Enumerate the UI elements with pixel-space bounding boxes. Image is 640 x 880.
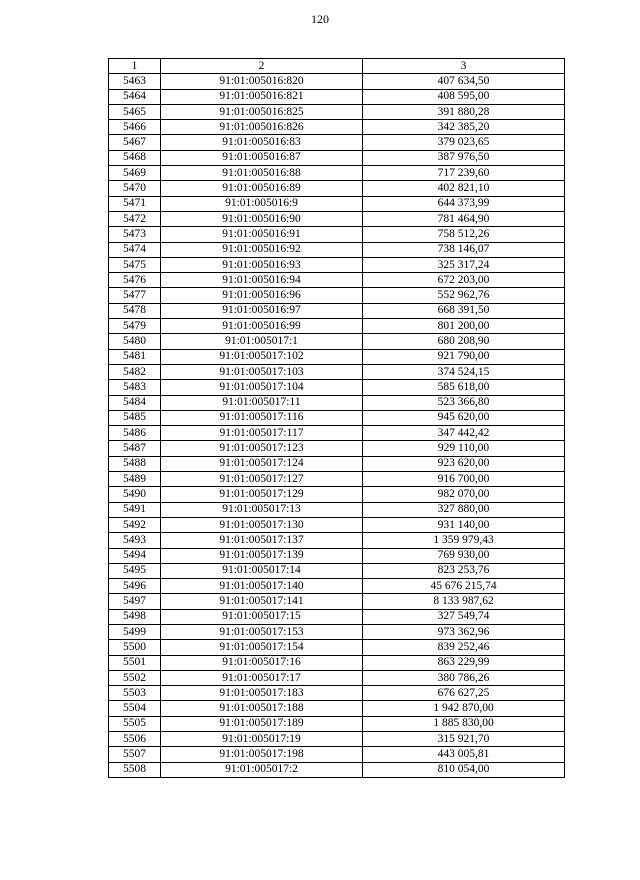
table-row — [109, 166, 565, 181]
cadastral-number-cell: 91:01:005017:15 — [161, 609, 363, 624]
cadastral-number-cell: 91:01:005017:104 — [161, 380, 363, 395]
table-row — [109, 441, 565, 456]
table-row — [109, 624, 565, 639]
row-number-cell: 5507 — [109, 747, 161, 762]
cadastral-number-cell: 91:01:005016:825 — [161, 104, 363, 119]
table-row — [109, 319, 565, 334]
row-number-cell: 5488 — [109, 456, 161, 471]
cadastral-number-cell: 91:01:005016:97 — [161, 303, 363, 318]
value-cell: 1 359 979,43 — [363, 533, 565, 548]
row-number-cell: 5508 — [109, 762, 161, 777]
table-row — [109, 227, 565, 242]
column-header-1: 1 — [109, 59, 161, 74]
cadastral-number-cell: 91:01:005017:140 — [161, 579, 363, 594]
table-row — [109, 502, 565, 517]
cadastral-value-table — [108, 58, 565, 778]
table-row — [109, 273, 565, 288]
cadastral-number-cell: 91:01:005016:89 — [161, 181, 363, 196]
row-number-cell: 5474 — [109, 242, 161, 257]
cadastral-number-cell: 91:01:005017:129 — [161, 487, 363, 502]
row-number-cell: 5501 — [109, 655, 161, 670]
value-cell: 769 930,00 — [363, 548, 565, 563]
value-cell: 929 110,00 — [363, 441, 565, 456]
value-cell: 758 512,26 — [363, 227, 565, 242]
row-number-cell: 5470 — [109, 181, 161, 196]
value-cell: 823 253,76 — [363, 563, 565, 578]
value-cell: 923 620,00 — [363, 456, 565, 471]
value-cell: 315 921,70 — [363, 732, 565, 747]
table-row — [109, 472, 565, 487]
table-row — [109, 517, 565, 532]
cadastral-number-cell: 91:01:005016:91 — [161, 227, 363, 242]
value-cell: 523 366,80 — [363, 395, 565, 410]
table-row — [109, 395, 565, 410]
row-number-cell: 5506 — [109, 732, 161, 747]
cadastral-number-cell: 91:01:005017:130 — [161, 517, 363, 532]
cadastral-number-cell: 91:01:005017:139 — [161, 548, 363, 563]
cadastral-number-cell: 91:01:005017:19 — [161, 732, 363, 747]
table-row — [109, 89, 565, 104]
value-cell: 863 229,99 — [363, 655, 565, 670]
table-row — [109, 74, 565, 89]
cadastral-number-cell: 91:01:005016:99 — [161, 319, 363, 334]
row-number-cell: 5485 — [109, 410, 161, 425]
row-number-cell: 5473 — [109, 227, 161, 242]
value-cell: 717 239,60 — [363, 166, 565, 181]
row-number-cell: 5495 — [109, 563, 161, 578]
row-number-cell: 5492 — [109, 517, 161, 532]
value-cell: 672 203,00 — [363, 273, 565, 288]
cadastral-number-cell: 91:01:005017:116 — [161, 410, 363, 425]
table-row — [109, 380, 565, 395]
value-cell: 342 385,20 — [363, 120, 565, 135]
row-number-cell: 5500 — [109, 640, 161, 655]
cadastral-number-cell: 91:01:005016:92 — [161, 242, 363, 257]
row-number-cell: 5490 — [109, 487, 161, 502]
value-cell: 839 252,46 — [363, 640, 565, 655]
table-row — [109, 487, 565, 502]
table-row — [109, 196, 565, 211]
row-number-cell: 5486 — [109, 426, 161, 441]
row-number-cell: 5497 — [109, 594, 161, 609]
value-cell: 982 070,00 — [363, 487, 565, 502]
row-number-cell: 5489 — [109, 472, 161, 487]
value-cell: 1 942 870,00 — [363, 701, 565, 716]
table-header — [109, 59, 565, 74]
cadastral-number-cell: 91:01:005017:137 — [161, 533, 363, 548]
cadastral-number-cell: 91:01:005017:1 — [161, 334, 363, 349]
row-number-cell: 5478 — [109, 303, 161, 318]
table-row — [109, 747, 565, 762]
row-number-cell: 5466 — [109, 120, 161, 135]
row-number-cell: 5481 — [109, 349, 161, 364]
cadastral-number-cell: 91:01:005017:11 — [161, 395, 363, 410]
row-number-cell: 5498 — [109, 609, 161, 624]
table-row — [109, 242, 565, 257]
value-cell: 810 054,00 — [363, 762, 565, 777]
cadastral-number-cell: 91:01:005016:9 — [161, 196, 363, 211]
value-cell: 931 140,00 — [363, 517, 565, 532]
cadastral-number-cell: 91:01:005017:17 — [161, 670, 363, 685]
cadastral-number-cell: 91:01:005017:198 — [161, 747, 363, 762]
cadastral-number-cell: 91:01:005016:87 — [161, 150, 363, 165]
table-body — [109, 74, 565, 778]
row-number-cell: 5475 — [109, 257, 161, 272]
cadastral-number-cell: 91:01:005017:2 — [161, 762, 363, 777]
cadastral-number-cell: 91:01:005017:13 — [161, 502, 363, 517]
row-number-cell: 5487 — [109, 441, 161, 456]
cadastral-number-cell: 91:01:005017:117 — [161, 426, 363, 441]
row-number-cell: 5465 — [109, 104, 161, 119]
row-number-cell: 5472 — [109, 211, 161, 226]
cadastral-number-cell: 91:01:005016:821 — [161, 89, 363, 104]
row-number-cell: 5496 — [109, 579, 161, 594]
table-row — [109, 104, 565, 119]
value-cell: 374 524,15 — [363, 364, 565, 379]
value-cell: 668 391,50 — [363, 303, 565, 318]
table-row — [109, 211, 565, 226]
column-header-2: 2 — [161, 59, 363, 74]
cadastral-number-cell: 91:01:005017:16 — [161, 655, 363, 670]
row-number-cell: 5468 — [109, 150, 161, 165]
row-number-cell: 5469 — [109, 166, 161, 181]
cadastral-number-cell: 91:01:005017:188 — [161, 701, 363, 716]
table-row — [109, 410, 565, 425]
cadastral-number-cell: 91:01:005016:88 — [161, 166, 363, 181]
value-cell: 973 362,96 — [363, 624, 565, 639]
table-row — [109, 181, 565, 196]
value-cell: 347 442,42 — [363, 426, 565, 441]
cadastral-number-cell: 91:01:005017:154 — [161, 640, 363, 655]
table-row — [109, 120, 565, 135]
table-row — [109, 334, 565, 349]
row-number-cell: 5463 — [109, 74, 161, 89]
value-cell: 676 627,25 — [363, 686, 565, 701]
cadastral-number-cell: 91:01:005017:123 — [161, 441, 363, 456]
table-row — [109, 548, 565, 563]
row-number-cell: 5483 — [109, 380, 161, 395]
table-row — [109, 579, 565, 594]
row-number-cell: 5505 — [109, 716, 161, 731]
value-cell: 325 317,24 — [363, 257, 565, 272]
cadastral-number-cell: 91:01:005017:189 — [161, 716, 363, 731]
value-cell: 408 595,00 — [363, 89, 565, 104]
value-cell: 552 962,76 — [363, 288, 565, 303]
value-cell: 801 200,00 — [363, 319, 565, 334]
value-cell: 379 023,65 — [363, 135, 565, 150]
value-cell: 1 885 830,00 — [363, 716, 565, 731]
value-cell: 443 005,81 — [363, 747, 565, 762]
cadastral-number-cell: 91:01:005017:141 — [161, 594, 363, 609]
table-row — [109, 640, 565, 655]
value-cell: 921 790,00 — [363, 349, 565, 364]
cadastral-number-cell: 91:01:005016:96 — [161, 288, 363, 303]
row-number-cell: 5479 — [109, 319, 161, 334]
value-cell: 45 676 215,74 — [363, 579, 565, 594]
value-cell: 327 880,00 — [363, 502, 565, 517]
row-number-cell: 5476 — [109, 273, 161, 288]
table-row — [109, 670, 565, 685]
table-row — [109, 303, 565, 318]
row-number-cell: 5484 — [109, 395, 161, 410]
cadastral-number-cell: 91:01:005016:826 — [161, 120, 363, 135]
value-cell: 738 146,07 — [363, 242, 565, 257]
value-cell: 8 133 987,62 — [363, 594, 565, 609]
value-cell: 327 549,74 — [363, 609, 565, 624]
row-number-cell: 5482 — [109, 364, 161, 379]
table-row — [109, 563, 565, 578]
table-row — [109, 609, 565, 624]
row-number-cell: 5491 — [109, 502, 161, 517]
table-row — [109, 655, 565, 670]
cadastral-number-cell: 91:01:005017:183 — [161, 686, 363, 701]
table-row — [109, 150, 565, 165]
cadastral-number-cell: 91:01:005017:103 — [161, 364, 363, 379]
value-cell: 945 620,00 — [363, 410, 565, 425]
row-number-cell: 5464 — [109, 89, 161, 104]
cadastral-number-cell: 91:01:005017:14 — [161, 563, 363, 578]
cadastral-number-cell: 91:01:005016:820 — [161, 74, 363, 89]
table-row — [109, 456, 565, 471]
cadastral-number-cell: 91:01:005016:90 — [161, 211, 363, 226]
table-row — [109, 349, 565, 364]
row-number-cell: 5471 — [109, 196, 161, 211]
row-number-cell: 5499 — [109, 624, 161, 639]
row-number-cell: 5502 — [109, 670, 161, 685]
value-cell: 387 976,50 — [363, 150, 565, 165]
value-cell: 585 618,00 — [363, 380, 565, 395]
table-row — [109, 762, 565, 777]
table-row — [109, 533, 565, 548]
table-row — [109, 594, 565, 609]
value-cell: 781 464,90 — [363, 211, 565, 226]
cadastral-number-cell: 91:01:005017:102 — [161, 349, 363, 364]
value-cell: 680 208,90 — [363, 334, 565, 349]
cadastral-number-cell: 91:01:005017:127 — [161, 472, 363, 487]
table-row — [109, 716, 565, 731]
row-number-cell: 5504 — [109, 701, 161, 716]
row-number-cell: 5467 — [109, 135, 161, 150]
row-number-cell: 5477 — [109, 288, 161, 303]
cadastral-number-cell: 91:01:005016:93 — [161, 257, 363, 272]
column-header-3: 3 — [363, 59, 565, 74]
table-row — [109, 364, 565, 379]
table-row — [109, 686, 565, 701]
table-row — [109, 135, 565, 150]
row-number-cell: 5493 — [109, 533, 161, 548]
value-cell: 402 821,10 — [363, 181, 565, 196]
cadastral-number-cell: 91:01:005016:83 — [161, 135, 363, 150]
value-cell: 391 880,28 — [363, 104, 565, 119]
table-row — [109, 701, 565, 716]
value-cell: 407 634,50 — [363, 74, 565, 89]
cadastral-number-cell: 91:01:005017:124 — [161, 456, 363, 471]
row-number-cell: 5480 — [109, 334, 161, 349]
table-row — [109, 732, 565, 747]
value-cell: 916 700,00 — [363, 472, 565, 487]
row-number-cell: 5503 — [109, 686, 161, 701]
cadastral-number-cell: 91:01:005016:94 — [161, 273, 363, 288]
table-row — [109, 257, 565, 272]
value-cell: 380 786,26 — [363, 670, 565, 685]
cadastral-number-cell: 91:01:005017:153 — [161, 624, 363, 639]
table-row — [109, 288, 565, 303]
table-row — [109, 426, 565, 441]
page-number: 120 — [311, 12, 329, 26]
header-row — [109, 59, 565, 74]
row-number-cell: 5494 — [109, 548, 161, 563]
value-cell: 644 373,99 — [363, 196, 565, 211]
